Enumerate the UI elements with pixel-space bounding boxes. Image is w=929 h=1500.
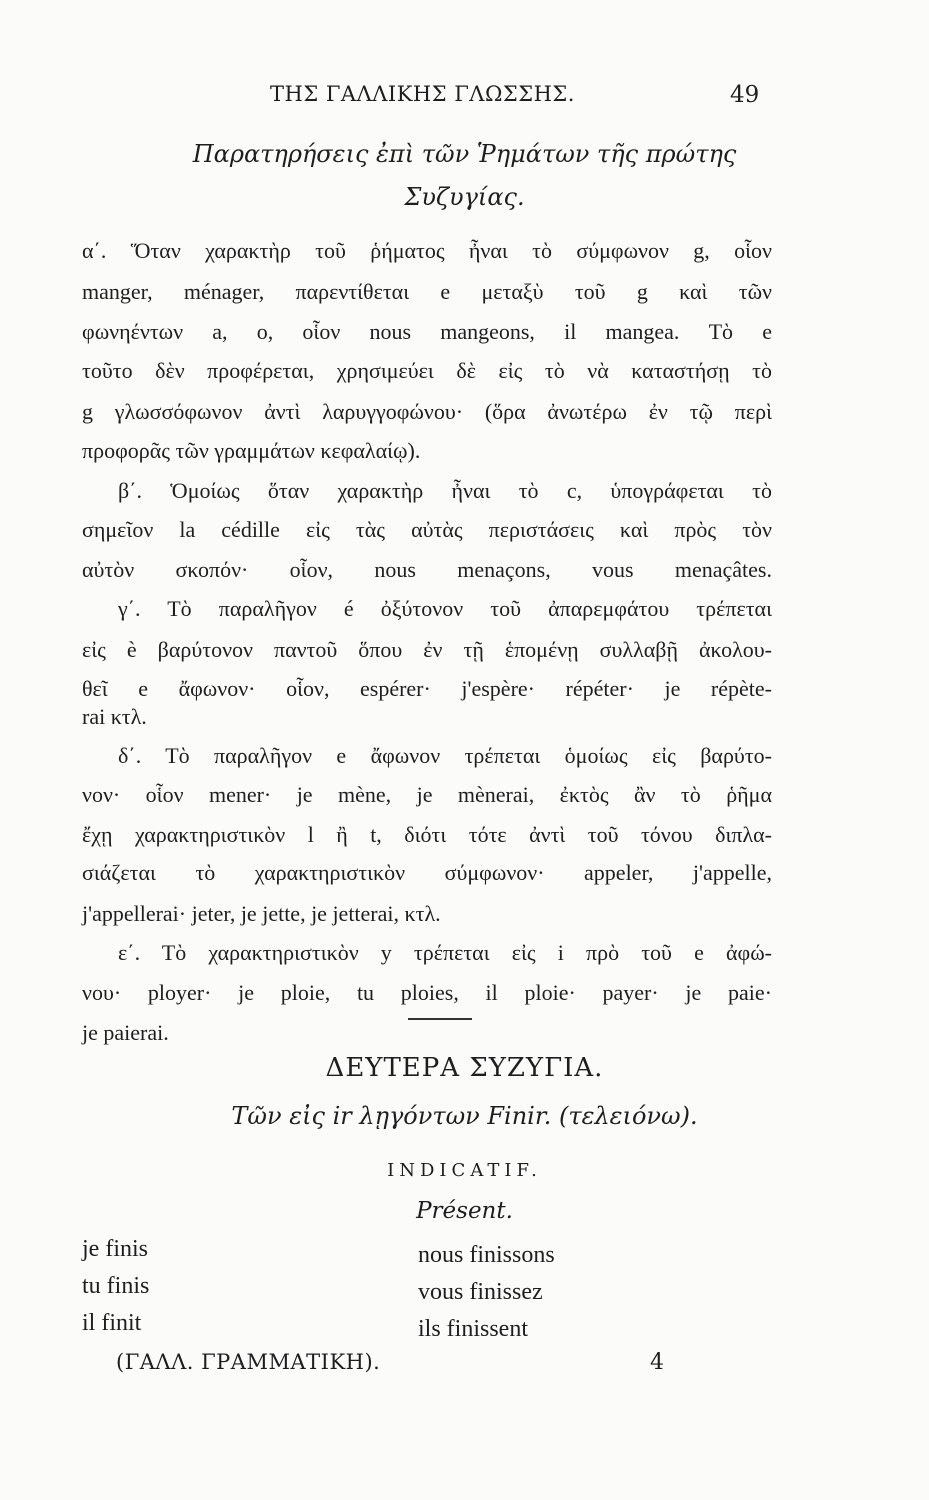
body-line: αὐτὸν σκοπόν· οἷον, nous menaçons, vous menaçâtes.: [82, 557, 772, 582]
body-line: ἔχῃ χαρακτηριστικὸν l ἢ t, διότι τότε ἀντὶ τοῦ τόνου διπλα-: [82, 822, 772, 847]
body-line: τοῦτο δὲν προφέρεται, χρησιμεύει δὲ εἰς τὸ νὰ καταστήσῃ τὸ: [82, 358, 772, 383]
plural-1: nous finissons: [418, 1242, 555, 1268]
body-line: γ΄. Τὸ παραλῆγον é ὀξύτονον τοῦ ἀπαρεμφάτου τρέπεται: [118, 596, 772, 621]
section-title-line2: Συζυγίας.: [404, 183, 525, 211]
second-conjugation-title: ΔΕΥΤΕΡΑ ΣΥΖΥΓΙΑ.: [325, 1053, 604, 1083]
plural-2: vous finissez: [418, 1279, 543, 1305]
body-line: θεῖ e ἄφωνον· οἷον, espérer· j'espère· répéter· je répète-: [82, 676, 772, 701]
body-line: je paierai.: [82, 1020, 169, 1045]
mood-heading: INDICATIF.: [387, 1160, 542, 1181]
singular-3: il finit: [82, 1310, 142, 1336]
body-line: manger, ménager, παρεντίθεται e μεταξὺ τοῦ g καὶ τῶν: [82, 279, 772, 304]
body-line: προφορᾶς τῶν γραμμάτων κεφαλαίῳ).: [82, 438, 421, 463]
singular-2: tu finis: [82, 1273, 150, 1299]
body-line: j'appellerai· jeter, je jette, je jetterai, κτλ.: [82, 901, 441, 926]
body-line: rai κτλ.: [82, 704, 147, 729]
body-line: α΄. Ὅταν χαρακτὴρ τοῦ ῥήματος ἦναι τὸ σύμφωνον g, οἷον: [82, 238, 772, 263]
body-line: ε΄. Τὸ χαρακτηριστικὸν y τρέπεται εἰς i πρὸ τοῦ e ἀφώ-: [118, 940, 772, 965]
body-line: φωνηέντων a, o, οἷον nous mangeons, il mangea. Τὸ e: [82, 319, 772, 344]
body-line: σημεῖον la cédille εἰς τὰς αὐτὰς περιστάσεις καὶ πρὸς τὸν: [82, 517, 772, 542]
running-title: ΤΗΣ ΓΑΛΛΙΚΗΣ ΓΛΩΣΣΗΣ.: [270, 82, 575, 106]
second-conjugation-subtitle: Τῶν εἰς ir λῃγόντων Finir. (τελειόνω).: [231, 1102, 698, 1130]
body-line: νου· ployer· je ploie, tu ploies, il ploie· payer· je paie·: [82, 980, 772, 1005]
body-line: δ΄. Τὸ παραλῆγον e ἄφωνον τρέπεται ὁμοίως εἰς βαρύτο-: [118, 743, 772, 768]
signature-mark: 4: [650, 1350, 664, 1375]
plural-3: ils finissent: [418, 1316, 529, 1342]
body-line: νον· οἷον mener· je mène, je mènerai, ἐκτὸς ἂν τὸ ῥῆμα: [82, 782, 772, 807]
body-line: εἰς è βαρύτονον παντοῦ ὅπου ἐν τῇ ἑπομένῃ συλλαβῇ ἀκολου-: [82, 637, 772, 662]
section-title-line1: Παρατηρήσεις ἐπὶ τῶν Ῥημάτων τῆς πρώτης: [192, 140, 737, 168]
body-line: β΄. Ὁμοίως ὅταν χαρακτὴρ ἦναι τὸ c, ὑπογράφεται τὸ: [118, 478, 772, 503]
body-line: σιάζεται τὸ χαρακτηριστικὸν σύμφωνον· appeler, j'appelle,: [82, 860, 772, 885]
tense-heading: Présent.: [416, 1198, 513, 1224]
page-number: 49: [730, 82, 760, 108]
singular-1: je finis: [82, 1236, 148, 1262]
footer-book-title: (ΓΑΛΛ. ΓΡΑΜΜΑΤΙΚΗ).: [116, 1350, 381, 1374]
ornamental-rule: [408, 1018, 472, 1020]
body-line: g γλωσσόφωνον ἀντὶ λαρυγγοφώνου· (ὅρα ἀνωτέρω ἐν τῷ περὶ: [82, 399, 772, 424]
